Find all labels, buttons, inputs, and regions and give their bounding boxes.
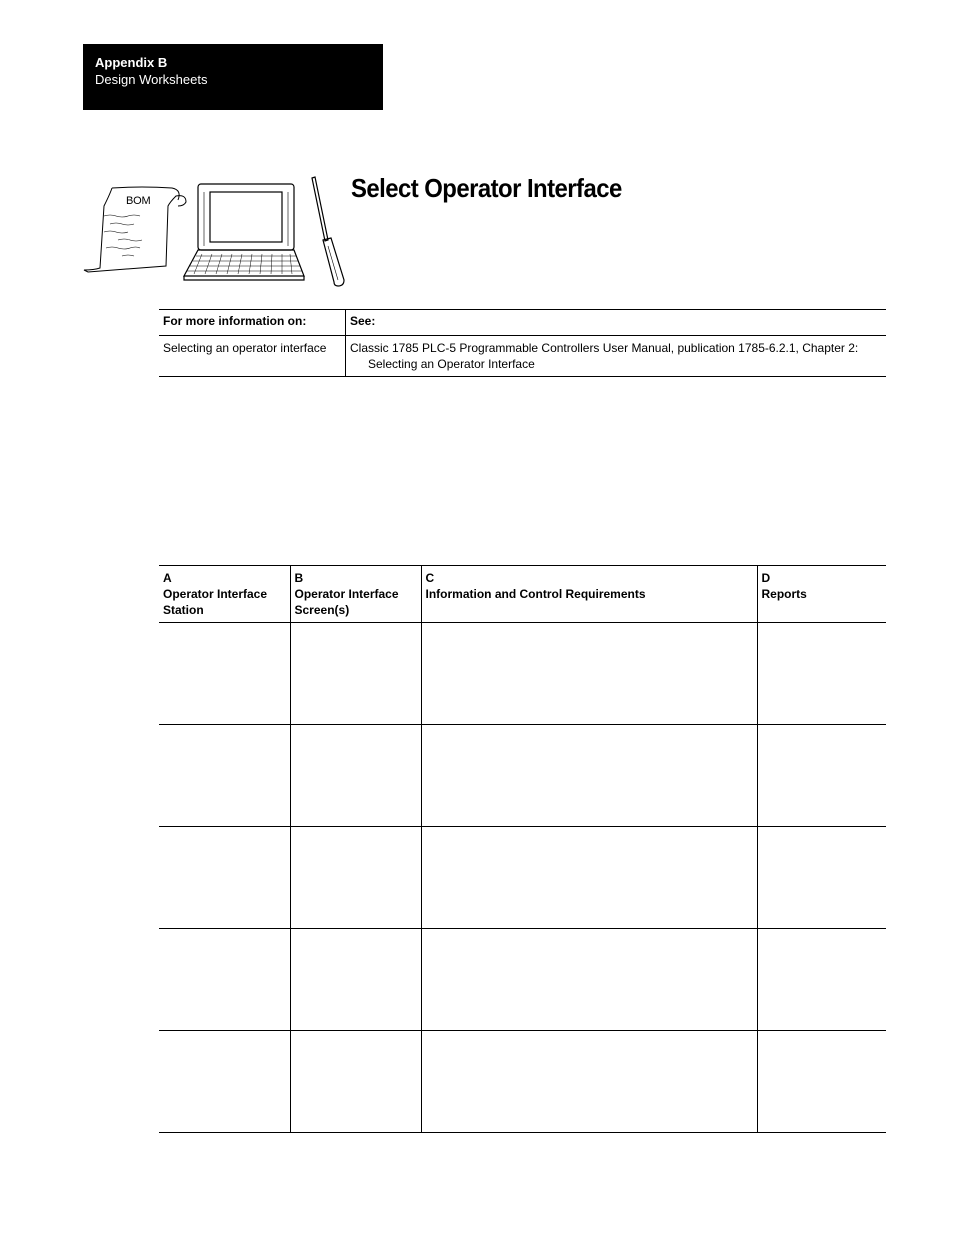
appendix-header	[83, 44, 383, 110]
bom-label: BOM	[126, 195, 151, 207]
computer-icon	[184, 184, 304, 280]
table-row	[159, 1031, 886, 1133]
table-row	[159, 929, 886, 1031]
worksheet-header-a	[159, 566, 290, 623]
worksheet-cell[interactable]	[290, 623, 421, 725]
table-row	[159, 827, 886, 929]
worksheet-header-c	[421, 566, 757, 623]
worksheet-cell[interactable]	[290, 929, 421, 1031]
appendix-label: Appendix B	[95, 55, 168, 70]
worksheet-cell[interactable]	[757, 1031, 886, 1133]
page-title: Select Operator Interface	[351, 173, 622, 203]
table-row	[159, 336, 886, 377]
worksheet-cell[interactable]	[421, 1031, 757, 1133]
worksheet-cell[interactable]	[290, 725, 421, 827]
column-letter: B	[294, 571, 304, 585]
worksheet-cell[interactable]	[421, 725, 757, 827]
worksheet-cell[interactable]	[421, 929, 757, 1031]
screwdriver-icon	[312, 177, 344, 286]
column-title-line2: Station	[163, 603, 204, 617]
worksheet-cell[interactable]	[290, 827, 421, 929]
section-label: Design Worksheets	[95, 72, 208, 87]
reference-header-topic: For more information on:	[159, 310, 346, 336]
worksheet-header-b	[290, 566, 421, 623]
worksheet-cell[interactable]	[421, 623, 757, 725]
table-row	[159, 725, 886, 827]
worksheet-cell[interactable]	[159, 1031, 290, 1133]
worksheet-header-row	[159, 566, 886, 623]
column-letter: A	[163, 571, 172, 585]
worksheet-cell[interactable]	[757, 929, 886, 1031]
column-title-line1: Reports	[761, 587, 807, 601]
reference-see-line1: Classic 1785 PLC-5 Programmable Controllers User Manual, publication 1785-6.2.1, Chapter 2:	[350, 341, 859, 355]
reference-table	[159, 309, 886, 377]
worksheet-cell[interactable]	[159, 929, 290, 1031]
worksheet-header-d	[757, 566, 886, 623]
worksheet-cell[interactable]	[421, 827, 757, 929]
reference-table-header	[159, 310, 886, 336]
column-title-line1: Operator Interface	[294, 587, 399, 601]
column-letter: C	[425, 571, 435, 585]
reference-header-see: See:	[346, 310, 887, 336]
reference-see	[346, 336, 887, 377]
column-title-line1: Information and Control Requirements	[425, 587, 646, 601]
worksheet-table	[159, 565, 886, 1133]
table-row	[159, 623, 886, 725]
worksheet-cell[interactable]	[159, 827, 290, 929]
reference-see-line2: Selecting an Operator Interface	[368, 357, 535, 371]
bom-computer-screwdriver-illustration	[82, 176, 352, 288]
reference-topic: Selecting an operator interface	[159, 336, 346, 377]
worksheet-cell[interactable]	[757, 623, 886, 725]
column-title-line2: Screen(s)	[294, 603, 350, 617]
worksheet-cell[interactable]	[159, 725, 290, 827]
column-title-line1: Operator Interface	[163, 587, 268, 601]
worksheet-cell[interactable]	[290, 1031, 421, 1133]
worksheet-cell[interactable]	[757, 827, 886, 929]
worksheet-cell[interactable]	[159, 623, 290, 725]
column-letter: D	[761, 571, 771, 585]
worksheet-cell[interactable]	[757, 725, 886, 827]
